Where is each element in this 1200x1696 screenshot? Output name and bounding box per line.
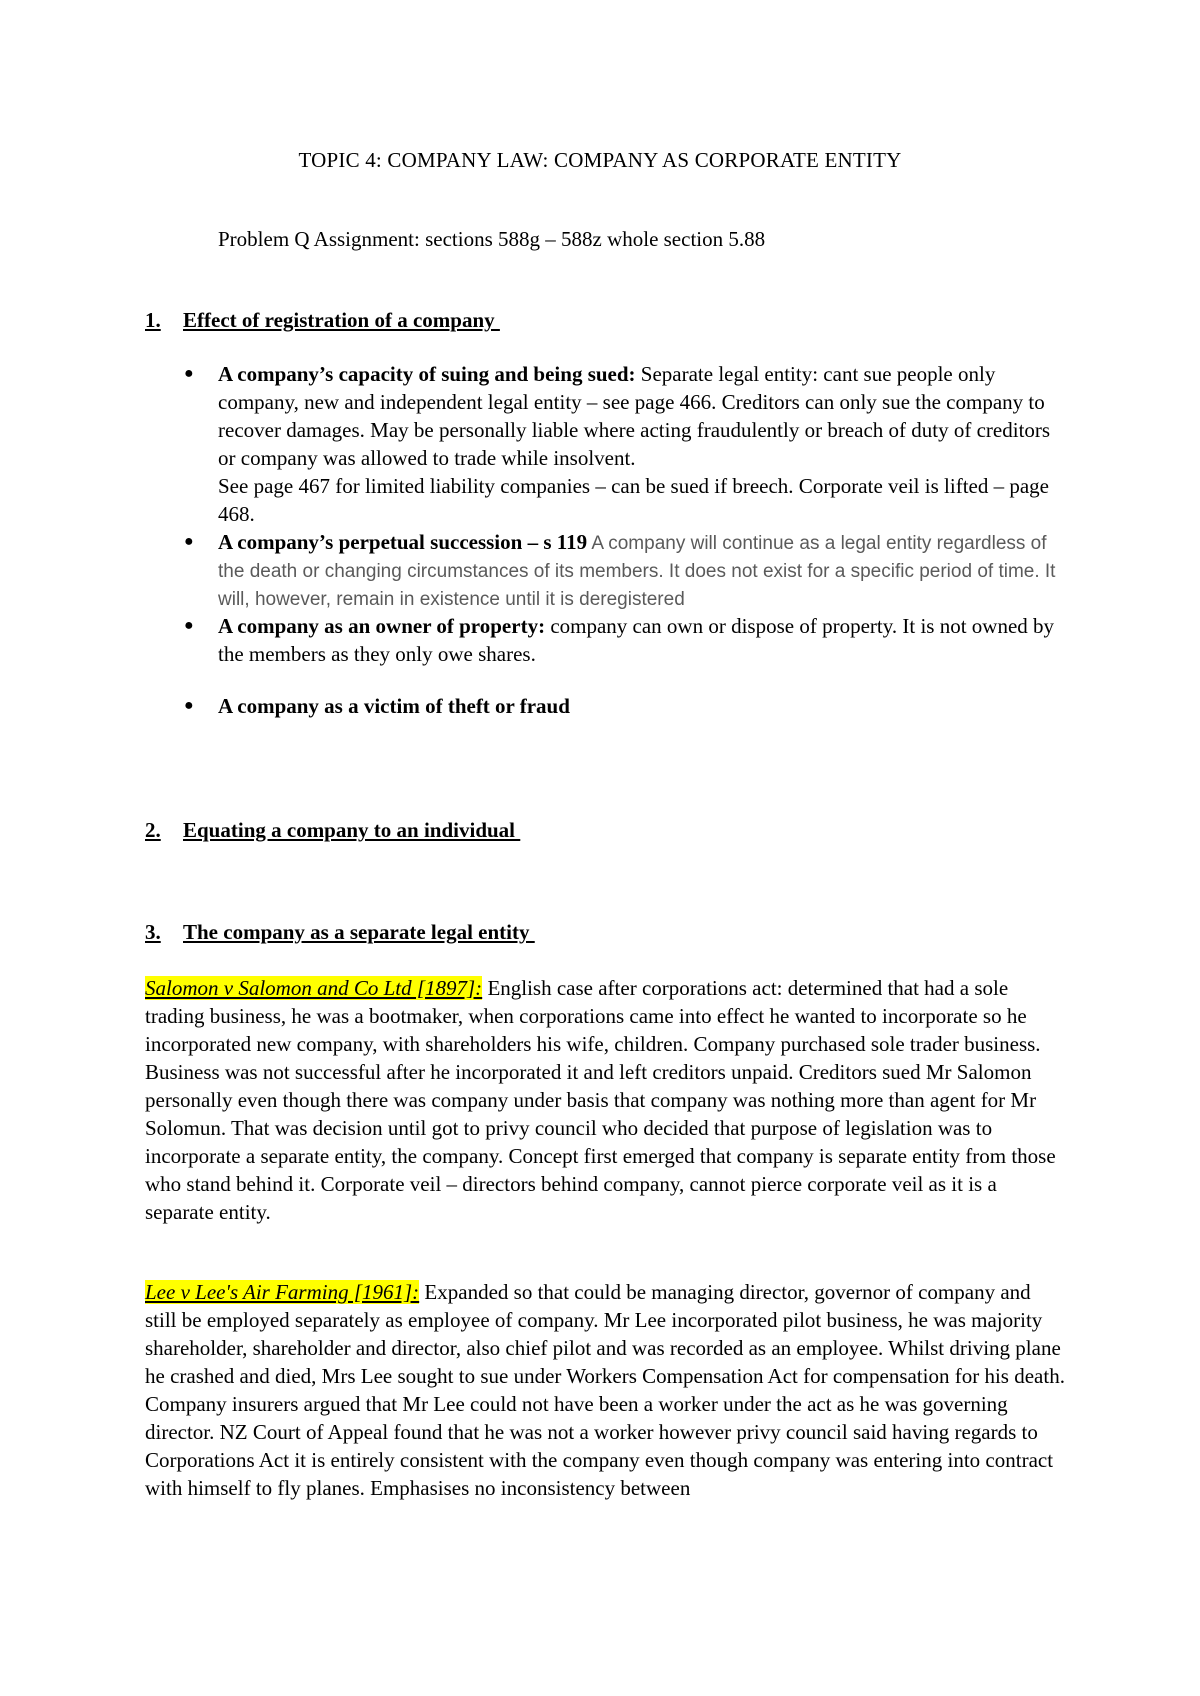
section-title: The company as a separate legal entity: [183, 920, 535, 944]
bullet-bold-label: A company as an owner of property:: [218, 614, 546, 638]
list-item: [180, 612, 1060, 668]
list-item: [180, 528, 1060, 612]
bullet-text: company can own or dispose of property. It is not owned by the members as they only owe shares.: [218, 614, 1055, 666]
case-text: Expanded so that could be managing director, governor of company and still be employed separately as employee of company. Mr Lee incorporated pilot business, he was majority shareholder, shareholder and director, also chief pilot and was recorded as an employee. Whilst driving plane he crashed and died, Mrs Lee sought to sue under Workers Compensation Act for compensation for his death. Company insurers argued that Mr Lee could not have been a worker under the act as he was governing director. NZ Court of Appeal found that he was not a worker however privy council said having regards to Corporations Act it is entirely consistent with the company even though company was entering into contract with himself to fly planes. Emphasises no inconsistency between: [145, 1280, 1065, 1500]
list-item: [180, 692, 1060, 720]
bullet-extra-text: See page 467 for limited liability companies – can be sued if breech. Corporate veil is lifted – page 468.: [218, 474, 1049, 526]
section-title: Effect of registration of a company: [183, 308, 500, 332]
bullet-text: Separate legal entity: cant sue people only company, new and independent legal entity – see page 466. Creditors can only sue the company to recover damages. May be personally liable where acting fraudulently or breach of duty of creditors or company was allowed to trade while insolvent.: [218, 362, 1051, 470]
bullet-icon: ●: [184, 697, 194, 714]
section-heading-2: [145, 818, 520, 843]
bullet-icon: ●: [184, 533, 194, 550]
case-text: English case after corporations act: determined that had a sole trading business, he was a bootmaker, when corporations came into effect he wanted to incorporate so he incorporated new company, with shareholders his wife, children. Company purchased sole trader business. Business was not successful after he incorporated it and left creditors unpaid. Creditors sued Mr Salomon personally even though there was company under basis that company was nothing more than agent for Mr Solomun. That was decision until got to privy council who decided that purpose of legislation was to incorporate a separate entity, the company. Concept first emerged that company is separate entity from those who stand behind it. Corporate veil – directors behind company, cannot pierce corporate veil as it is a separate entity.: [145, 976, 1056, 1224]
document-title: TOPIC 4: COMPANY LAW: COMPANY AS CORPORATE ENTITY: [298, 148, 902, 172]
case-paragraph-lee: [145, 1278, 1065, 1502]
list-item: [180, 360, 1060, 528]
bullet-icon: ●: [184, 365, 194, 382]
bullet-bold-label: A company as a victim of theft or fraud: [218, 694, 570, 718]
assignment-note: Problem Q Assignment: sections 588g – 588z whole section 5.88: [218, 227, 766, 251]
case-name: Salomon v Salomon and Co Ltd [1897]:: [145, 976, 483, 1000]
bullet-icon: ●: [184, 617, 194, 634]
bullet-bold-label: A company’s capacity of suing and being sued:: [218, 362, 636, 386]
section-title: Equating a company to an individual: [183, 818, 521, 842]
section-number: 1.: [145, 308, 161, 332]
section-heading-3: [145, 920, 535, 945]
section-heading-1: [145, 308, 500, 333]
section-number: 3.: [145, 920, 161, 944]
bullet-text: A company will continue as a legal entity regardless of the death or changing circumstances of its members. It does not exist for a specific period of time. It will, however, remain in existence until it is deregistered: [218, 533, 1056, 610]
case-name: Lee v Lee's Air Farming [1961]:: [145, 1280, 420, 1304]
case-paragraph-salomon: [145, 974, 1065, 1226]
section-number: 2.: [145, 818, 161, 842]
bullet-bold-label: A company’s perpetual succession – s 119: [218, 530, 588, 554]
bullet-list: [180, 360, 1060, 720]
